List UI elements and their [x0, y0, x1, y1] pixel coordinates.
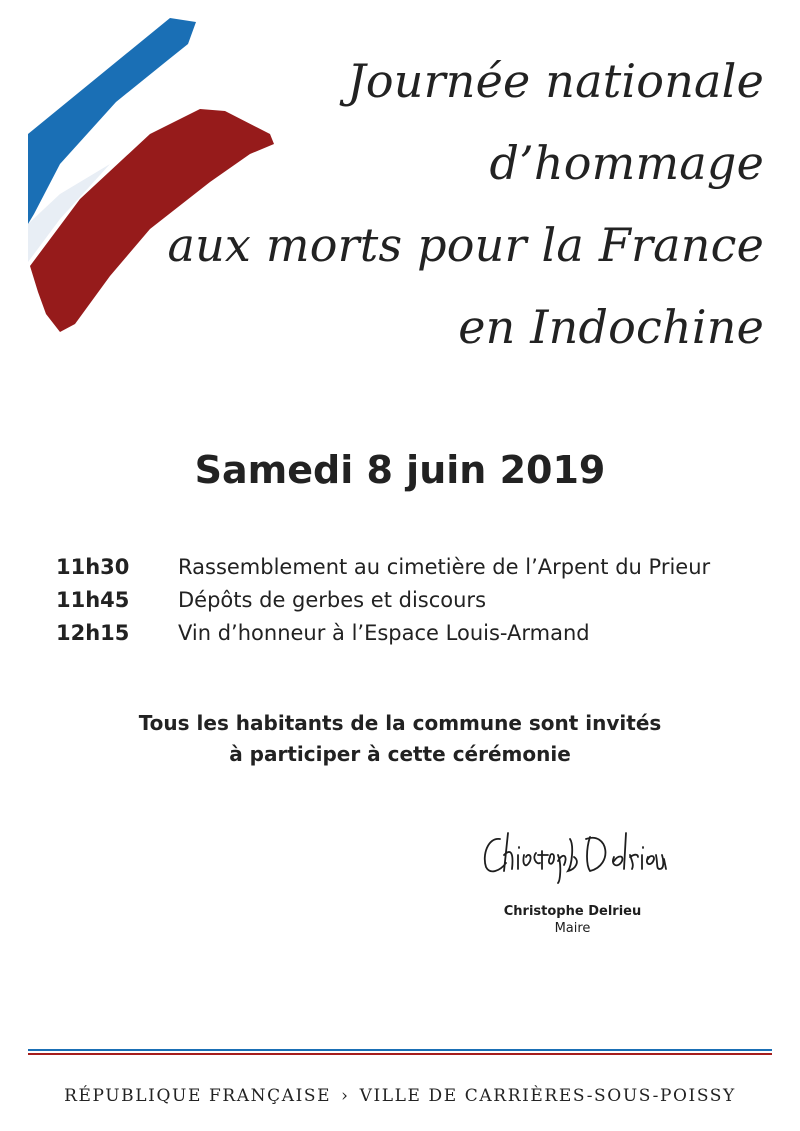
footer-ville: VILLE DE CARRIÈRES-SOUS-POISSY [359, 1086, 736, 1106]
invitation-text [0, 708, 800, 770]
event-date: Samedi 8 juin 2019 [194, 448, 606, 492]
schedule-time: 11h45 [56, 587, 130, 612]
title-line: d’hommage [489, 136, 764, 190]
invitation-line: Tous les habitants de la commune sont invités [138, 711, 662, 735]
footer-separator: › [341, 1086, 350, 1106]
footer-republique: RÉPUBLIQUE FRANÇAISE [64, 1086, 332, 1106]
title-line: aux morts pour la France [167, 218, 764, 272]
schedule-item [56, 550, 776, 583]
schedule-description: Vin d’honneur à l’Espace Louis-Armand [178, 620, 590, 645]
schedule-description: Rassemblement au cimetière de l’Arpent du Prieur [178, 554, 711, 579]
event-title [124, 40, 764, 368]
title-line: en Indochine [458, 300, 764, 354]
schedule-description: Dépôts de gerbes et discours [178, 587, 487, 612]
schedule-list [56, 550, 776, 649]
schedule-time: 11h30 [56, 554, 130, 579]
handwritten-signature [478, 825, 668, 885]
signer-block [460, 903, 685, 937]
invitation-line: à participer à cette cérémonie [229, 742, 571, 766]
signer-name: Christophe Delrieu [503, 904, 642, 919]
red-rule [28, 1053, 772, 1055]
title-line: Journée nationale [347, 54, 764, 108]
blue-rule [28, 1049, 772, 1051]
schedule-time: 12h15 [56, 620, 130, 645]
footer [0, 1086, 800, 1106]
schedule-item [56, 583, 776, 616]
schedule-item [56, 616, 776, 649]
signer-role: Maire [554, 921, 591, 936]
tricolor-divider [28, 1049, 772, 1055]
